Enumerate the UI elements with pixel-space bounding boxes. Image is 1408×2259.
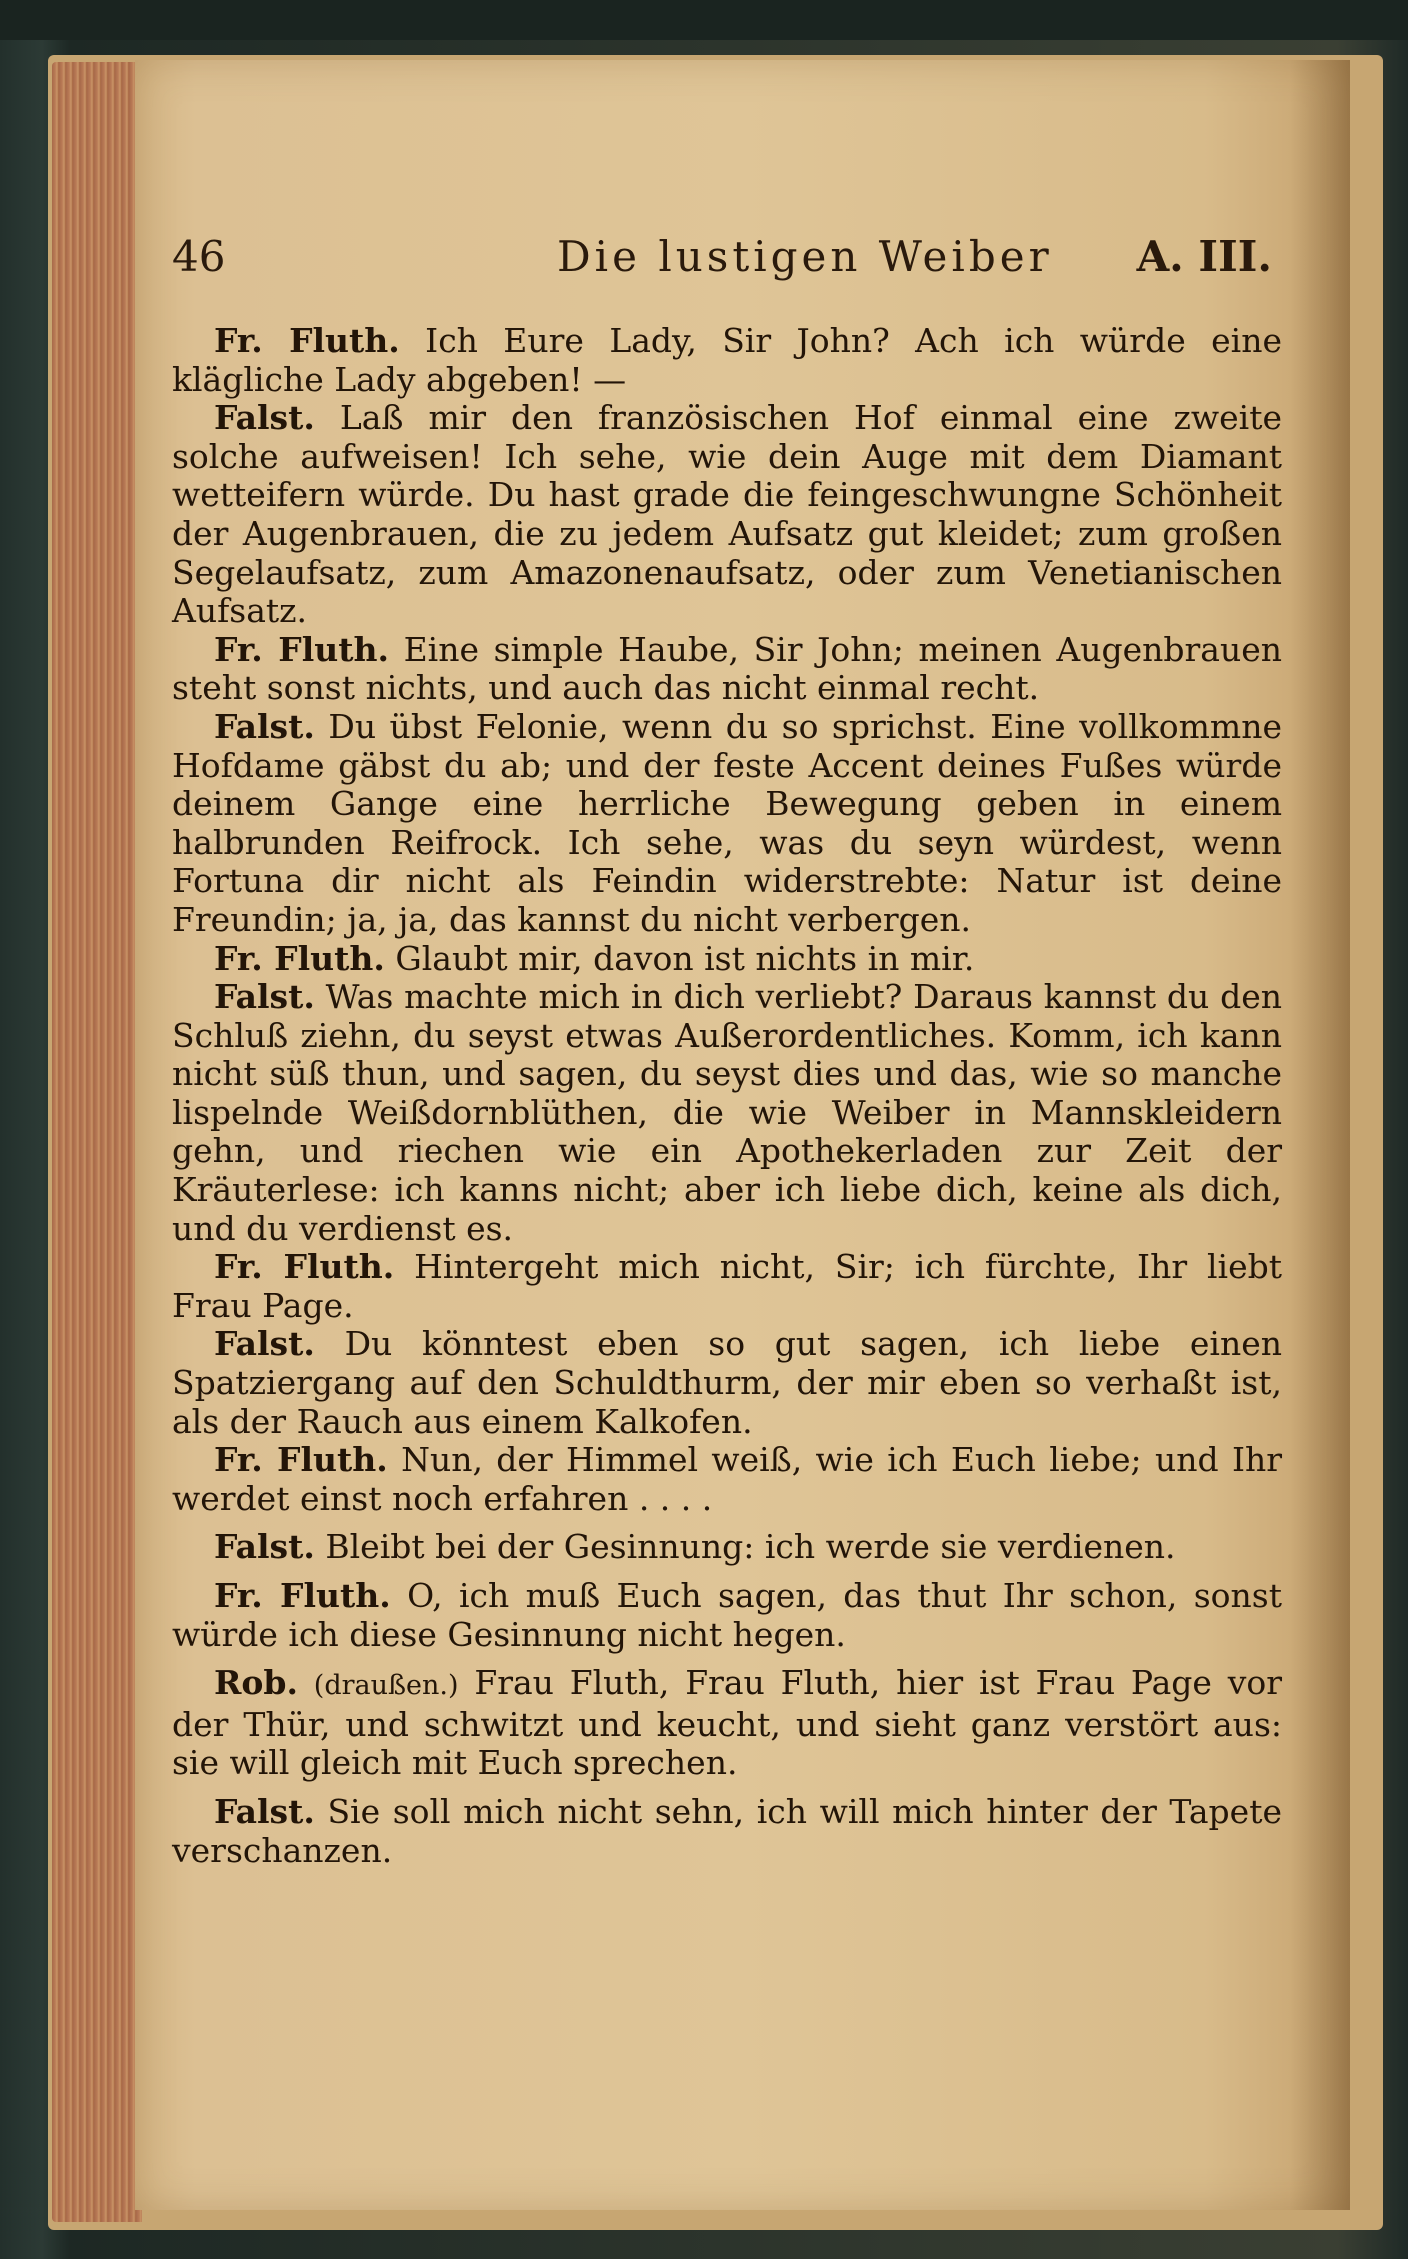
speaker-name: Fr. Fluth. — [214, 629, 389, 669]
speaker-name: Falst. — [214, 1527, 315, 1567]
running-header — [172, 232, 1272, 292]
book-cover-top — [0, 0, 1408, 40]
speech-13 — [172, 1793, 1282, 1870]
stage-direction: (draußen.) — [313, 1670, 459, 1702]
speech-4 — [172, 708, 1282, 940]
speech-8 — [172, 1325, 1282, 1441]
page-edges — [52, 62, 142, 2222]
speech-text: Was machte mich in dich verliebt? Daraus kannst du den Schluß ziehn, du seyst etwas Außerordentliches. Komm, ich kann nicht süß thun, und sagen, du seyst dies und das, wie so manche lispelnde Weißdornblüthen, die wie Weiber in Mannskleidern gehn, und riechen wie ein Apothekerladen zur Zeit der Kräuterlese: ich kanns nicht; aber ich liebe dich, keine als dich, und du verdienst es. — [172, 977, 1282, 1248]
page-number: 46 — [172, 232, 226, 281]
spine-shadow — [1290, 60, 1350, 2210]
speech-text: Hintergeht mich nicht, Sir; ich fürchte, Ihr liebt Frau Page. — [172, 1247, 1282, 1325]
act-number: A. III. — [1136, 232, 1272, 281]
speech-5 — [172, 940, 1282, 979]
speech-text: Nun, der Himmel weiß, wie ich Euch liebe; und Ihr werdet einst noch erfahren . . . . — [172, 1440, 1283, 1518]
speech-text: Laß mir den französischen Hof einmal eine zweite solche aufweisen! Ich sehe, wie dein Auge mit dem Diamant wetteifern würde. Du hast grade die feingeschwungne Schönheit der Augenbrauen, die zu jedem Aufsatz gut kleidet; zum großen Segelaufsatz, zum Amazonenaufsatz, oder zum Venetianischen Aufsatz. — [172, 398, 1282, 631]
speech-1 — [172, 322, 1282, 399]
speaker-name: Fr. Fluth. — [214, 1247, 395, 1287]
speaker-name: Falst. — [214, 1324, 315, 1364]
speaker-name: Falst. — [214, 1791, 315, 1831]
speech-text: Glaubt mir, davon ist nichts in mir. — [395, 938, 975, 978]
speech-text: Ich Eure Lady, Sir John? Ach ich würde eine klägliche Lady abgeben! — — [172, 321, 1282, 399]
speaker-name: Falst. — [214, 398, 315, 438]
speech-2 — [172, 399, 1282, 631]
speaker-name: Falst. — [214, 706, 315, 746]
speech-text: Frau Fluth, Frau Fluth, hier ist Frau Page vor der Thür, und schwitzt und keucht, und sieht ganz verstört aus: sie will gleich mit Euch sprechen. — [172, 1663, 1282, 1783]
speech-6 — [172, 978, 1282, 1248]
speaker-name: Fr. Fluth. — [214, 1576, 391, 1615]
speech-text: Du könntest eben so gut sagen, ich liebe einen Spatziergang auf den Schuldthurm, der mir eben so verhaßt ist, als der Rauch aus einem Kalkofen. — [172, 1324, 1282, 1441]
speech-7 — [172, 1248, 1282, 1325]
speech-3 — [172, 631, 1282, 708]
speech-text: Eine simple Haube, Sir John; meinen Augenbrauen steht sonst nichts, und auch das nicht einmal recht. — [172, 629, 1282, 708]
speaker-name: Fr. Fluth. — [214, 321, 400, 360]
play-text — [172, 322, 1282, 1870]
running-title: Die lustigen Weiber — [557, 232, 1053, 281]
speaker-name: Fr. Fluth. — [214, 938, 385, 978]
speaker-name: Falst. — [214, 977, 315, 1017]
speech-9 — [172, 1441, 1282, 1518]
speaker-name: Fr. Fluth. — [214, 1440, 388, 1480]
speech-11 — [172, 1577, 1282, 1654]
speech-text: Sie soll mich nicht sehn, ich will mich hinter der Tapete verschanzen. — [172, 1791, 1282, 1870]
speech-10 — [172, 1528, 1282, 1567]
speech-text: O, ich muß Euch sagen, das thut Ihr schon, sonst würde ich diese Gesinnung nicht hegen. — [172, 1576, 1282, 1654]
speech-text: Bleibt bei der Gesinnung: ich werde sie verdienen. — [325, 1527, 1176, 1567]
speech-12 — [172, 1664, 1282, 1783]
speech-text: Du übst Felonie, wenn du so sprichst. Eine vollkommne Hofdame gäbst du ab; und der feste Accent deines Fußes würde deinem Gange eine herrliche Bewegung geben in einem halbrunden Reifrock. Ich sehe, was du seyn würdest, wenn Fortuna dir nicht als Feindin widerstrebte: Natur ist deine Freundin; ja, ja, das kannst du nicht verbergen. — [172, 706, 1282, 939]
speaker-name: Rob. — [214, 1663, 298, 1703]
